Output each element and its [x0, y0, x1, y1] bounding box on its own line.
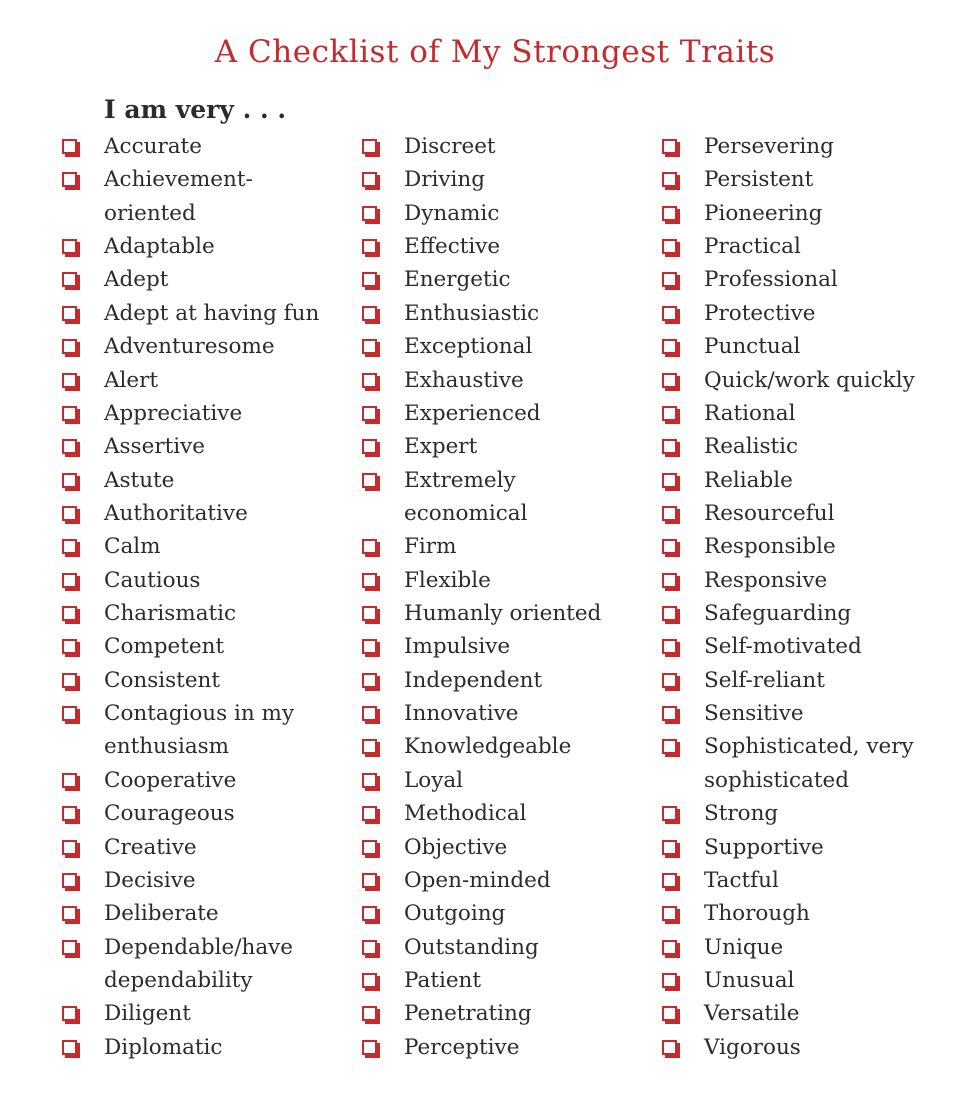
checklist-item[interactable]: [62, 697, 352, 730]
checklist-item-label: Thorough: [704, 901, 810, 927]
checklist-item-label: Energetic: [404, 267, 511, 293]
checkbox-icon[interactable]: [62, 406, 77, 421]
checklist-item[interactable]: [362, 664, 652, 697]
checklist-item-label: Unusual: [704, 967, 795, 993]
checklist-item[interactable]: [362, 697, 652, 730]
checkbox-icon[interactable]: [62, 639, 77, 654]
checklist-item[interactable]: [62, 864, 352, 897]
checkbox-icon[interactable]: [362, 206, 377, 221]
checkbox-icon[interactable]: [662, 973, 677, 988]
checklist-item[interactable]: [362, 597, 652, 630]
checklist-item-label: Professional: [704, 267, 838, 293]
checkbox-icon[interactable]: [62, 806, 77, 821]
checkbox-icon[interactable]: [362, 706, 377, 721]
checklist-item-label: Exceptional: [404, 334, 533, 360]
checkbox-icon[interactable]: [362, 606, 377, 621]
checkbox-icon[interactable]: [362, 639, 377, 654]
checklist-item-label: enthusiasm: [104, 734, 230, 760]
checklist-item-label: Unique: [704, 934, 784, 960]
checklist-item-label: Versatile: [704, 1001, 800, 1027]
checklist-item[interactable]: [62, 997, 352, 1030]
checkbox-icon[interactable]: [662, 706, 677, 721]
checklist-item-label: economical: [404, 500, 528, 526]
checklist-item[interactable]: [62, 330, 352, 363]
checklist-item[interactable]: [662, 964, 952, 997]
checkbox-icon[interactable]: [62, 873, 77, 888]
checklist-item[interactable]: [662, 664, 952, 697]
checklist-item[interactable]: [362, 897, 652, 930]
checklist-item[interactable]: [362, 630, 652, 663]
checkbox-icon[interactable]: [362, 973, 377, 988]
checkbox-icon[interactable]: [62, 506, 77, 521]
checkbox-icon[interactable]: [662, 806, 677, 821]
checklist-item[interactable]: [362, 530, 652, 563]
checklist-item[interactable]: [662, 630, 952, 663]
checkbox-icon[interactable]: [362, 172, 377, 187]
checklist-item-label: Expert: [404, 434, 478, 460]
checkbox-icon[interactable]: [362, 339, 377, 354]
checkbox-icon[interactable]: [362, 906, 377, 921]
checklist-item[interactable]: [662, 130, 952, 163]
checklist-intro: I am very . . .: [104, 95, 287, 124]
checklist-item[interactable]: [362, 364, 652, 397]
checklist-item[interactable]: [662, 530, 952, 563]
checklist-item-label: Objective: [404, 834, 508, 860]
checklist-item-label: Impulsive: [404, 634, 511, 660]
checkbox-icon[interactable]: [362, 806, 377, 821]
checklist-item-label: Self-reliant: [704, 667, 825, 693]
checkbox-icon[interactable]: [362, 840, 377, 855]
checklist-item[interactable]: [662, 997, 952, 1030]
checklist-item[interactable]: [62, 464, 352, 497]
checklist-item-label: Practical: [704, 234, 801, 260]
checklist-item[interactable]: [62, 230, 352, 263]
checklist-item[interactable]: [362, 1031, 652, 1064]
checkbox-icon[interactable]: [362, 773, 377, 788]
checkbox-icon[interactable]: [362, 873, 377, 888]
checkbox-icon[interactable]: [362, 673, 377, 688]
checkbox-icon[interactable]: [62, 306, 77, 321]
checklist-item[interactable]: [662, 330, 952, 363]
trait-column-2: [362, 130, 652, 1064]
checkbox-icon[interactable]: [662, 873, 677, 888]
checklist-item-label: Persistent: [704, 167, 814, 193]
checkbox-icon[interactable]: [362, 1006, 377, 1021]
checklist-item[interactable]: [362, 997, 652, 1030]
checkbox-icon[interactable]: [62, 840, 77, 855]
checkbox-icon[interactable]: [62, 906, 77, 921]
checklist-item[interactable]: [62, 931, 352, 964]
checklist-item-label: Dynamic: [404, 200, 500, 226]
checkbox-icon[interactable]: [62, 539, 77, 554]
checklist-item-label: Calm: [104, 534, 161, 560]
checkbox-icon[interactable]: [662, 272, 677, 287]
checkbox-icon[interactable]: [62, 373, 77, 388]
checklist-item[interactable]: [62, 797, 352, 830]
checklist-item[interactable]: [362, 764, 652, 797]
checkbox-icon[interactable]: [62, 339, 77, 354]
checklist-item-continuation: [362, 497, 652, 530]
checklist-item-label: Outgoing: [404, 901, 506, 927]
checklist-item[interactable]: [362, 230, 652, 263]
checklist-item[interactable]: [362, 130, 652, 163]
checklist-item[interactable]: [662, 797, 952, 830]
checklist-item[interactable]: [662, 597, 952, 630]
checklist-item[interactable]: [362, 397, 652, 430]
checkbox-icon[interactable]: [662, 373, 677, 388]
checklist-item-label: Safeguarding: [704, 601, 852, 627]
checklist-item[interactable]: [62, 497, 352, 530]
checkbox-icon[interactable]: [662, 573, 677, 588]
checkbox-icon[interactable]: [662, 539, 677, 554]
checklist-item-label: Contagious in my: [104, 701, 295, 727]
checklist-item-label: Astute: [104, 467, 175, 493]
checklist-item-label: oriented: [104, 200, 196, 226]
checklist-item-label: Tactful: [704, 867, 779, 893]
checklist-item[interactable]: [62, 1031, 352, 1064]
checklist-item[interactable]: [662, 230, 952, 263]
page-title: A Checklist of My Strongest Traits: [214, 34, 776, 70]
checkbox-icon[interactable]: [662, 639, 677, 654]
checklist-item[interactable]: [362, 730, 652, 763]
checklist-item[interactable]: [62, 897, 352, 930]
checkbox-icon[interactable]: [62, 606, 77, 621]
checklist-item[interactable]: [362, 430, 652, 463]
checkbox-icon[interactable]: [62, 272, 77, 287]
checkbox-icon[interactable]: [362, 439, 377, 454]
checklist-item-label: Effective: [404, 234, 501, 260]
checklist-item-label: Alert: [104, 367, 159, 393]
checkbox-icon[interactable]: [362, 539, 377, 554]
checklist-item-continuation: [662, 764, 952, 797]
checklist-item-label: Adept: [104, 267, 169, 293]
checkbox-icon[interactable]: [362, 239, 377, 254]
checkbox-icon[interactable]: [362, 739, 377, 754]
checkbox-icon[interactable]: [662, 439, 677, 454]
checklist-item-label: Patient: [404, 967, 482, 993]
checklist-item-label: Diplomatic: [104, 1034, 223, 1060]
checklist-item-label: Adventuresome: [104, 334, 275, 360]
checklist-item-label: Protective: [704, 300, 816, 326]
checklist-item[interactable]: [62, 564, 352, 597]
checklist-item-label: Discreet: [404, 134, 496, 159]
checklist-item-label: Dependable/have: [104, 934, 294, 960]
checklist-item[interactable]: [662, 464, 952, 497]
checklist-item-label: Outstanding: [404, 934, 539, 960]
checkbox-icon[interactable]: [662, 406, 677, 421]
checklist-item-label: Firm: [404, 534, 457, 560]
checklist-item[interactable]: [62, 297, 352, 330]
checklist-item[interactable]: [62, 764, 352, 797]
checklist-item-label: Adaptable: [104, 234, 215, 260]
checklist-item-label: Driving: [404, 167, 486, 193]
checklist-item-label: Competent: [104, 634, 225, 660]
checklist-item-label: Extremely: [404, 467, 516, 493]
checkbox-icon[interactable]: [62, 573, 77, 588]
checkbox-icon[interactable]: [362, 139, 377, 154]
checkbox-icon[interactable]: [362, 473, 377, 488]
checklist-item[interactable]: [62, 630, 352, 663]
checklist-item[interactable]: [662, 831, 952, 864]
checklist-item-label: Assertive: [104, 434, 205, 460]
checkbox-icon[interactable]: [362, 573, 377, 588]
checkbox-icon[interactable]: [662, 239, 677, 254]
checklist-item-label: Vigorous: [704, 1034, 801, 1060]
checklist-item[interactable]: [362, 864, 652, 897]
checklist-item-label: Supportive: [704, 834, 824, 860]
checklist-item[interactable]: [362, 330, 652, 363]
checklist-item-label: dependability: [104, 967, 253, 993]
checkbox-icon[interactable]: [662, 906, 677, 921]
checklist-item-label: Sensitive: [704, 701, 804, 727]
checklist-item-label: Responsive: [704, 567, 828, 593]
checkbox-icon[interactable]: [362, 406, 377, 421]
checklist-item[interactable]: [362, 297, 652, 330]
checklist-item[interactable]: [662, 263, 952, 296]
checklist-item-label: Charismatic: [104, 601, 237, 627]
checklist-item[interactable]: [662, 864, 952, 897]
checklist-item-label: Punctual: [704, 334, 801, 360]
checklist-item-label: Self-motivated: [704, 634, 862, 660]
checklist-item-label: Adept at having fun: [104, 300, 320, 326]
checklist-item-label: sophisticated: [704, 767, 849, 793]
checkbox-icon[interactable]: [362, 306, 377, 321]
checkbox-icon[interactable]: [662, 940, 677, 955]
checkbox-icon[interactable]: [62, 473, 77, 488]
checklist-item[interactable]: [662, 364, 952, 397]
checkbox-icon[interactable]: [662, 606, 677, 621]
checklist-item-label: Strong: [704, 801, 779, 827]
checklist-item[interactable]: [362, 964, 652, 997]
checkbox-icon[interactable]: [62, 673, 77, 688]
checklist-item[interactable]: [662, 730, 952, 763]
checkbox-icon[interactable]: [662, 506, 677, 521]
checkbox-icon[interactable]: [362, 272, 377, 287]
checkbox-icon[interactable]: [62, 706, 77, 721]
checklist-item-label: Quick/work quickly: [704, 367, 915, 393]
checklist-item[interactable]: [662, 430, 952, 463]
checkbox-icon[interactable]: [62, 439, 77, 454]
checkbox-icon[interactable]: [62, 239, 77, 254]
checklist-item-label: Reliable: [704, 467, 793, 493]
checklist-item[interactable]: [62, 397, 352, 430]
checklist-item[interactable]: [662, 397, 952, 430]
checklist-item-label: Independent: [404, 667, 543, 693]
checklist-item[interactable]: [362, 831, 652, 864]
checklist-item-continuation: [62, 197, 352, 230]
checklist-item-label: Pioneering: [704, 200, 823, 226]
checklist-item-label: Enthusiastic: [404, 300, 540, 326]
checklist-item-label: Flexible: [404, 567, 491, 593]
checkbox-icon[interactable]: [62, 1006, 77, 1021]
checklist-item-label: Perceptive: [404, 1034, 520, 1060]
checklist-item-label: Resourceful: [704, 500, 835, 526]
checklist-item-label: Courageous: [104, 801, 235, 827]
checklist-item[interactable]: [662, 1031, 952, 1064]
checkbox-icon[interactable]: [662, 206, 677, 221]
checklist-item[interactable]: [662, 197, 952, 230]
checklist-item-label: Diligent: [104, 1001, 191, 1027]
checklist-item-label: Loyal: [404, 767, 464, 793]
checklist-item[interactable]: [62, 530, 352, 563]
checklist-item[interactable]: [662, 163, 952, 196]
checklist-item-continuation: [62, 964, 352, 997]
checklist-item[interactable]: [62, 430, 352, 463]
checklist-item[interactable]: [62, 831, 352, 864]
checklist-item-label: Cooperative: [104, 767, 237, 793]
checklist-item-label: Open-minded: [404, 867, 551, 893]
checklist-item-label: Consistent: [104, 667, 221, 693]
checklist-item[interactable]: [62, 130, 352, 163]
checklist-item[interactable]: [362, 163, 652, 196]
checklist-item-label: Penetrating: [404, 1001, 532, 1027]
checklist-item[interactable]: [662, 564, 952, 597]
checklist-item[interactable]: [662, 897, 952, 930]
checklist-item-label: Humanly oriented: [404, 601, 602, 627]
checklist-item[interactable]: [62, 597, 352, 630]
checkbox-icon[interactable]: [362, 1040, 377, 1055]
checklist-item[interactable]: [362, 197, 652, 230]
checklist-item-label: Methodical: [404, 801, 527, 827]
checklist-item-label: Realistic: [704, 434, 799, 460]
checklist-item[interactable]: [62, 364, 352, 397]
checklist-item-label: Creative: [104, 834, 197, 860]
checklist-item-label: Knowledgeable: [404, 734, 572, 760]
checklist-item-label: Experienced: [404, 400, 541, 426]
checklist-item-label: Achievement-: [104, 167, 253, 193]
checklist-item-label: Exhaustive: [404, 367, 524, 393]
checklist-item-label: Innovative: [404, 701, 519, 727]
checklist-item-label: Authoritative: [104, 500, 248, 526]
checkbox-icon[interactable]: [662, 172, 677, 187]
trait-column-1: [62, 130, 352, 1064]
checklist-item[interactable]: [662, 697, 952, 730]
checkbox-icon[interactable]: [662, 339, 677, 354]
checklist-item[interactable]: [362, 931, 652, 964]
checklist-item-continuation: [62, 730, 352, 763]
checkbox-icon[interactable]: [662, 139, 677, 154]
checkbox-icon[interactable]: [362, 373, 377, 388]
checklist-item-label: Cautious: [104, 567, 201, 593]
checklist-item[interactable]: [662, 297, 952, 330]
checkbox-icon[interactable]: [662, 673, 677, 688]
checkbox-icon[interactable]: [662, 840, 677, 855]
checkbox-icon[interactable]: [662, 473, 677, 488]
checklist-item[interactable]: [662, 931, 952, 964]
checklist-item-label: Sophisticated, very: [704, 734, 914, 760]
checklist-item-label: Persevering: [704, 134, 834, 159]
checkbox-icon[interactable]: [662, 1040, 677, 1055]
checkbox-icon[interactable]: [362, 940, 377, 955]
checklist-item-label: Accurate: [104, 134, 202, 159]
checkbox-icon[interactable]: [62, 1040, 77, 1055]
checklist-item-label: Deliberate: [104, 901, 219, 927]
checklist-item[interactable]: [62, 263, 352, 296]
checklist-item[interactable]: [362, 564, 652, 597]
checklist-item[interactable]: [362, 263, 652, 296]
checkbox-icon[interactable]: [62, 172, 77, 187]
checklist-item[interactable]: [362, 464, 652, 497]
checklist-item-label: Appreciative: [104, 400, 243, 426]
checklist-item[interactable]: [662, 497, 952, 530]
checkbox-icon[interactable]: [662, 1006, 677, 1021]
checkbox-icon[interactable]: [62, 139, 77, 154]
checklist-item[interactable]: [62, 163, 352, 196]
checklist-item[interactable]: [62, 664, 352, 697]
checkbox-icon[interactable]: [662, 739, 677, 754]
checklist-item[interactable]: [362, 797, 652, 830]
checkbox-icon[interactable]: [662, 306, 677, 321]
checklist-item-label: Responsible: [704, 534, 836, 560]
checklist-item-label: Decisive: [104, 867, 196, 893]
trait-column-3: [662, 130, 952, 1064]
checkbox-icon[interactable]: [62, 773, 77, 788]
checkbox-icon[interactable]: [62, 940, 77, 955]
checklist-item-label: Rational: [704, 400, 796, 426]
